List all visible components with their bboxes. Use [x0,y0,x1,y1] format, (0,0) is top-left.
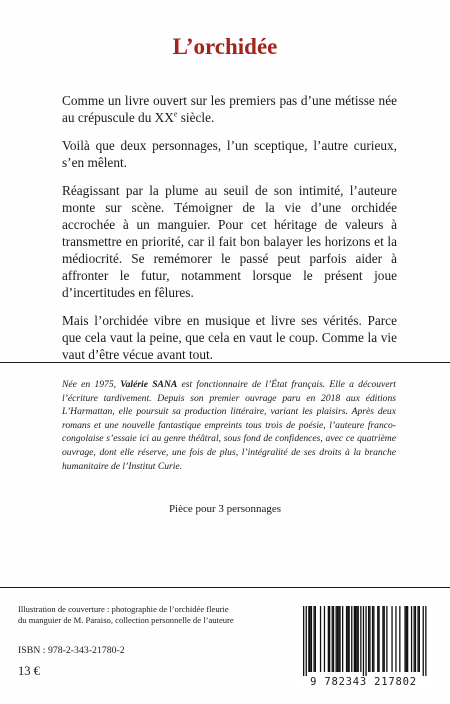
barcode-bar [324,606,325,672]
barcode-bar [336,606,337,672]
summary-paragraph-1 [62,92,397,126]
barcode-bar [414,606,415,672]
barcode-bar [347,606,348,672]
barcode-bar [368,606,369,672]
price: 13 € [18,664,40,678]
barcode-bar [406,606,407,672]
summary-text [62,92,397,374]
barcode-bar [378,606,379,672]
barcode-bar [417,606,418,672]
barcode-bar [310,606,311,672]
barcode-bar [360,606,361,672]
barcode-bar [303,606,304,676]
barcode-bar [391,606,392,672]
credits-line-1: Illustration de couverture : photographie de l’orchidée fleurie [18,604,229,614]
barcode-bar [333,606,334,672]
bio-text: est fonctionnaire de l’État français. Elle a découvert l’écriture tardivement. Depuis son premier ouvrage paru en 2018 aux éditions L’Harmattan, elle poursuit sa production littéraire, variant les plaisirs. Après deux romans et une nouvelle fantastique empreints tous trois de poésie, l’auteure franco-congolaise s’essaie ici au genre théâtral, sous fond de confidences, avec ce quatrième ouvrage, dont elle réserve, une fois de plus, l’intégralité de ses droits à la branche humanitaire de l’Institut Curie. [62,379,396,472]
barcode-bar [337,606,338,672]
barcode-bar [342,606,343,672]
barcode-bar [320,606,321,672]
barcode-bar [369,606,370,672]
barcode-bar [407,606,408,672]
barcode-bar [339,606,340,672]
barcode-bar [395,606,396,672]
summary-p1-text: Comme un livre ouvert sur les premiers pas d’une métisse née au crépuscule du XX [62,93,397,125]
barcode-bar [306,606,307,676]
bio-lead: Née en 1975, [62,379,121,390]
barcode-bar [358,606,359,672]
barcode-bar [328,606,329,672]
summary-paragraph-2: Voilà que deux personnages, l’un sceptique, l’autre curieux, s’en mêlent. [62,138,397,170]
divider-top [0,362,450,363]
barcode-bar [332,606,333,672]
barcode-bar [372,606,373,672]
credits-line-2: du manguier de M. Paraiso, collection personnelle de l’auteure [18,615,234,625]
author-name: Valérie SANA [120,379,178,390]
book-title: L’orchidée [172,34,278,59]
barcode-bar [351,606,352,672]
barcode-bar [349,606,350,672]
summary-paragraph-3: Réagissant par la plume au seuil de son intimité, l’auteure monte sur scène. Témoigner de la vie d’une orchidée accrochée à un manguier. Pour cet héritage de valeurs à transmettre en priorité, car il fait bon balayer les horizons et la médiocrité. Se remémorer le passé peut parfois aider à affronter le futur, notamment lorsque le présent joue d’incertitudes en fêlures. [62,183,397,300]
summary-p1-end: siècle. [177,110,215,125]
barcode-bar [411,606,412,672]
barcode-bar [308,606,309,672]
barcode-bar [313,606,314,672]
barcode-bar [384,606,385,672]
barcode-bar [365,606,366,676]
barcode-bar [356,606,357,672]
barcode-bar [404,606,405,672]
barcode-bar [415,606,416,672]
barcode-bar [377,606,378,672]
summary-paragraph-4: Mais l’orchidée vibre en musique et livre ses vérités. Parce que cela vaut la peine, que cela en vaut le coup. Comme la vie vaut d’être vécue avant tout. [62,313,397,362]
barcode-bar [399,606,400,672]
genre-line: Pièce pour 3 personnages [168,503,282,515]
cover-credits [18,604,308,626]
isbn: ISBN : 978-2-343-21780-2 [18,645,125,656]
divider-bottom [0,587,450,588]
barcode-bar [423,606,424,676]
barcode [293,600,434,690]
barcode-bar [419,606,420,672]
barcode-bar [338,606,339,672]
barcode-bar [329,606,330,672]
barcode-bar [311,606,312,672]
barcode-bar [373,606,374,672]
barcode-bar [354,606,355,672]
barcode-bar [382,606,383,672]
barcode-bar [346,606,347,672]
century-superscript: e [173,109,178,119]
author-bio [62,378,396,473]
barcode-bar [386,606,387,672]
barcode-bar [315,606,316,672]
barcode-bar [363,606,364,676]
barcode-bars [293,600,434,676]
barcode-digits: 9 782343 217802 [310,676,417,688]
barcode-bar [355,606,356,672]
barcode-bar [425,606,426,676]
